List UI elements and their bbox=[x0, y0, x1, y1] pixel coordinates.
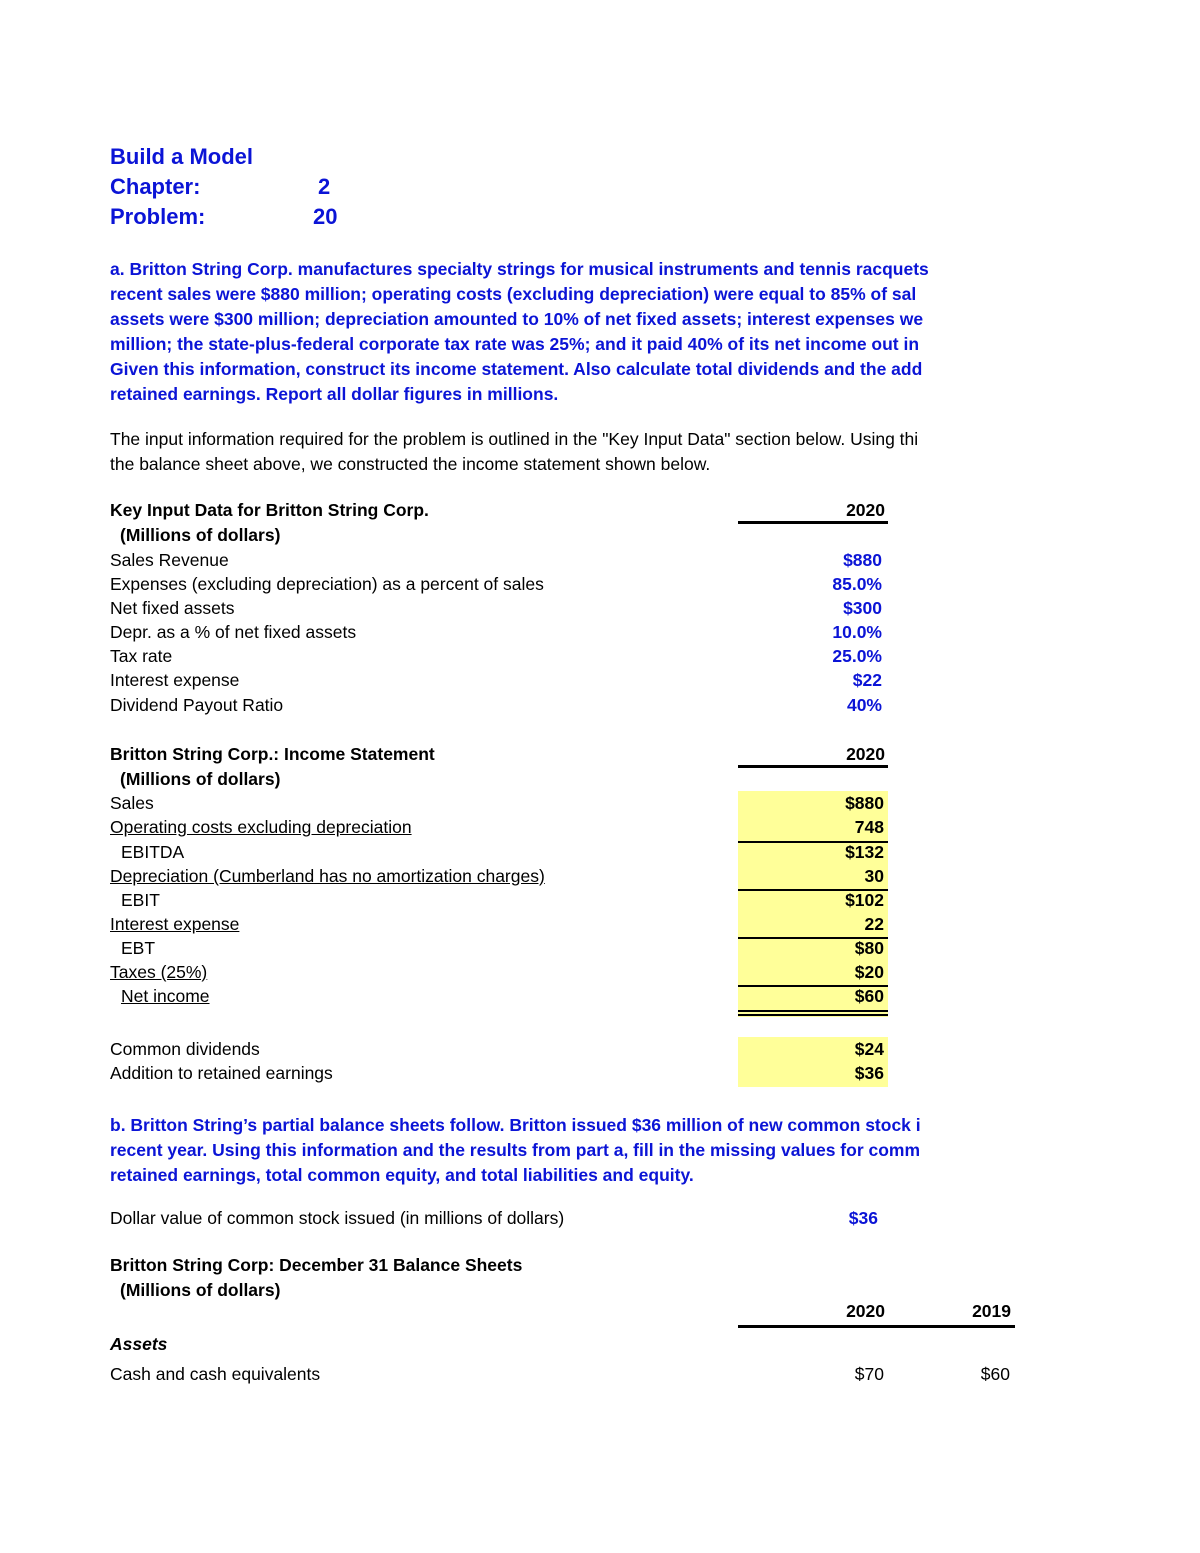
balance-sheet-subtitle: (Millions of dollars) bbox=[120, 1280, 281, 1300]
income-statement-year: 2020 bbox=[846, 744, 885, 764]
intro-line: the balance sheet above, we constructed the income statement shown below. bbox=[110, 454, 711, 474]
balance-sheet-year-2020: 2020 bbox=[846, 1301, 885, 1321]
assets-heading: Assets bbox=[110, 1334, 168, 1354]
part-b-line: recent year. Using this information and the results from part a, fill in the missing values for comm bbox=[110, 1140, 921, 1160]
chapter-label: Chapter: bbox=[110, 174, 201, 199]
income-statement-subtitle: (Millions of dollars) bbox=[120, 769, 281, 789]
key-input-value: $22 bbox=[852, 670, 882, 690]
balance-sheet-year-2019: 2019 bbox=[972, 1301, 1011, 1321]
income-row-value: 22 bbox=[864, 914, 884, 934]
balance-row-value-2020: $70 bbox=[854, 1364, 884, 1384]
stock-issued-value: $36 bbox=[848, 1208, 878, 1228]
key-input-label: Sales Revenue bbox=[110, 550, 229, 570]
income-row-value: $880 bbox=[845, 793, 884, 813]
problem-value: 20 bbox=[313, 204, 338, 229]
balance-row-label: Cash and cash equivalents bbox=[110, 1364, 321, 1384]
income-row-value: $60 bbox=[854, 986, 884, 1006]
key-input-label: Interest expense bbox=[110, 670, 240, 690]
income-row-value: $102 bbox=[845, 890, 884, 910]
dividends-label: Common dividends bbox=[110, 1039, 260, 1059]
part-b-line: b. Britton String’s partial balance sheets follow. Britton issued $36 million of new common stock i bbox=[110, 1115, 921, 1135]
intro-line: The input information required for the problem is outlined in the "Key Input Data" section below. Using thi bbox=[110, 429, 919, 449]
income-row-label: EBT bbox=[121, 938, 156, 958]
part-b-paragraph bbox=[110, 1113, 1017, 1189]
problem-label: Problem: bbox=[110, 204, 206, 229]
part-a-paragraph bbox=[110, 257, 1017, 409]
part-a-line: million; the state-plus-federal corporate tax rate was 25%; and it paid 40% of its net income out in bbox=[110, 334, 920, 354]
retained-earnings-value: $36 bbox=[854, 1063, 884, 1083]
net-income-double-rule-1 bbox=[738, 1010, 888, 1012]
balance-row-value-2019: $60 bbox=[980, 1364, 1010, 1384]
income-row-label: Interest expense bbox=[110, 914, 240, 934]
key-input-value: 40% bbox=[846, 695, 882, 715]
income-statement-title: Britton String Corp.: Income Statement bbox=[110, 744, 435, 764]
part-a-line: retained earnings. Report all dollar figures in millions. bbox=[110, 384, 559, 404]
intro-paragraph bbox=[110, 427, 1017, 479]
key-input-header-rule bbox=[738, 521, 888, 524]
income-row-label: EBIT bbox=[121, 890, 160, 910]
part-b-line: retained earnings, total common equity, and total liabilities and equity. bbox=[110, 1165, 694, 1185]
income-row-value: $132 bbox=[845, 842, 884, 862]
key-input-value: 25.0% bbox=[832, 646, 882, 666]
part-a-line: assets were $300 million; depreciation amounted to 10% of net fixed assets; interest expenses we bbox=[110, 309, 924, 329]
income-row-label: Net income bbox=[121, 986, 210, 1006]
income-row-label: Depreciation (Cumberland has no amortization charges) bbox=[110, 866, 545, 886]
income-row-value: 748 bbox=[854, 817, 884, 837]
dividends-value: $24 bbox=[854, 1039, 884, 1059]
key-input-label: Depr. as a % of net fixed assets bbox=[110, 622, 357, 642]
key-input-subtitle: (Millions of dollars) bbox=[120, 525, 281, 545]
key-input-value: $880 bbox=[843, 550, 882, 570]
key-input-label: Tax rate bbox=[110, 646, 173, 666]
income-row-value: $20 bbox=[854, 962, 884, 982]
part-a-line: Given this information, construct its income statement. Also calculate total dividends and the add bbox=[110, 359, 923, 379]
page-title: Build a Model bbox=[110, 144, 253, 169]
income-row-label: Sales bbox=[110, 793, 154, 813]
part-a-line: a. Britton String Corp. manufactures specialty strings for musical instruments and tennis racquets bbox=[110, 259, 929, 279]
income-row-label: Operating costs excluding depreciation bbox=[110, 817, 412, 837]
key-input-value: 10.0% bbox=[832, 622, 882, 642]
part-a-line: recent sales were $880 million; operating costs (excluding depreciation) were equal to 85% of sal bbox=[110, 284, 917, 304]
balance-sheet-header-rule bbox=[738, 1325, 1015, 1328]
balance-sheet-title: Britton String Corp: December 31 Balance Sheets bbox=[110, 1255, 523, 1275]
income-row-value: 30 bbox=[864, 866, 884, 886]
key-input-year: 2020 bbox=[846, 500, 885, 520]
key-input-value: 85.0% bbox=[832, 574, 882, 594]
key-input-title: Key Input Data for Britton String Corp. bbox=[110, 500, 429, 520]
key-input-value: $300 bbox=[843, 598, 882, 618]
income-row-label: EBITDA bbox=[121, 842, 185, 862]
retained-earnings-label: Addition to retained earnings bbox=[110, 1063, 333, 1083]
net-income-double-rule-2 bbox=[738, 1014, 888, 1016]
key-input-label: Dividend Payout Ratio bbox=[110, 695, 284, 715]
stock-issued-label: Dollar value of common stock issued (in millions of dollars) bbox=[110, 1208, 565, 1228]
income-row-label: Taxes (25%) bbox=[110, 962, 208, 982]
income-statement-header-rule bbox=[738, 765, 888, 768]
key-input-label: Net fixed assets bbox=[110, 598, 235, 618]
chapter-value: 2 bbox=[318, 174, 331, 199]
key-input-label: Expenses (excluding depreciation) as a percent of sales bbox=[110, 574, 544, 594]
income-row-value: $80 bbox=[854, 938, 884, 958]
